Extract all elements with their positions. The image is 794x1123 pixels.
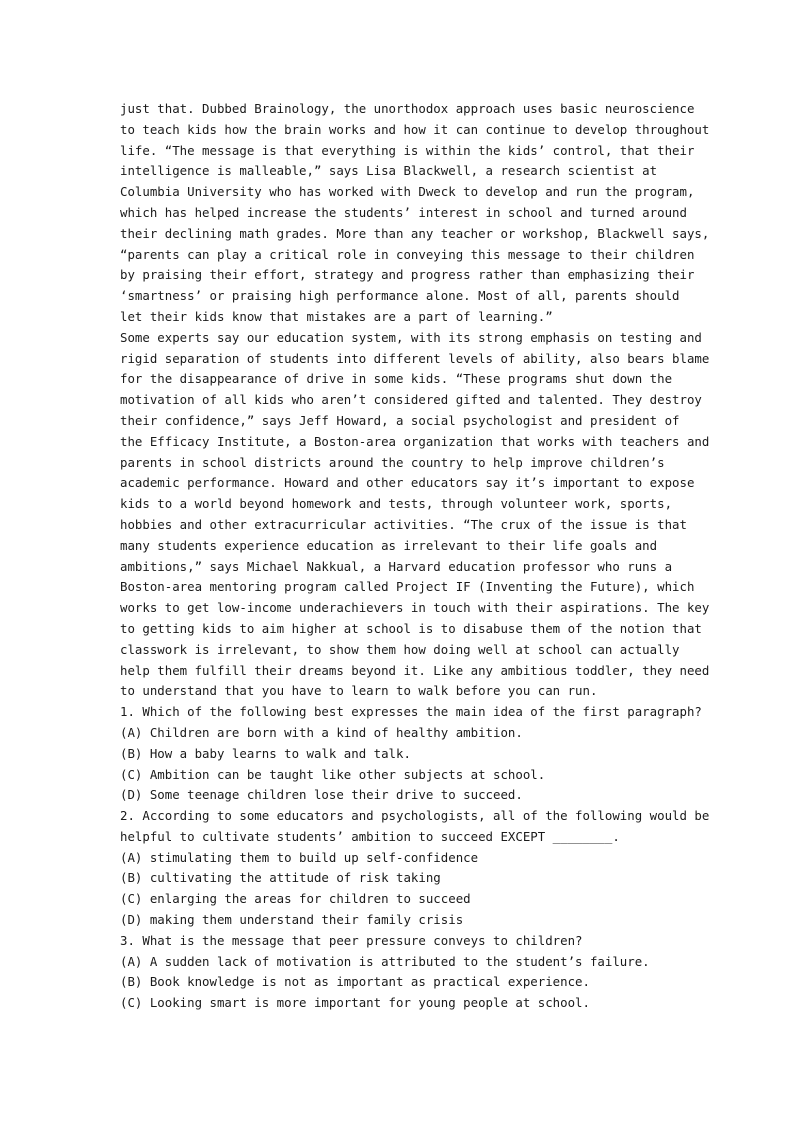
answer-option: (C) Looking smart is more important for young people at school. — [120, 995, 590, 1011]
question-stem: helpful to cultivate students’ ambition to succeed EXCEPT ________. — [120, 828, 620, 844]
answer-option: (A) A sudden lack of motivation is attributed to the student’s failure. — [120, 953, 650, 969]
answer-option: (B) How a baby learns to walk and talk. — [120, 745, 411, 761]
question-stem: 3. What is the message that peer pressure conveys to children? — [120, 932, 583, 948]
text-line: Boston-area mentoring program called Project IF (Inventing the Future), which — [120, 579, 695, 595]
text-line: just that. Dubbed Brainology, the unorthodox approach uses basic neuroscience — [120, 101, 695, 116]
text-line: kids to a world beyond homework and tests, through volunteer work, sports, — [120, 496, 673, 512]
answer-option: (C) enlarging the areas for children to succeed — [120, 891, 471, 907]
text-line: intelligence is malleable,” says Lisa Blackwell, a research scientist at — [120, 163, 658, 179]
text-line: works to get low-income underachievers in touch with their aspirations. The key — [120, 600, 710, 616]
answer-option: (B) cultivating the attitude of risk taking — [120, 870, 441, 886]
text-line: motivation of all kids who aren’t considered gifted and talented. They destroy — [120, 392, 702, 408]
text-line: ‘smartness’ or praising high performance alone. Most of all, parents should — [120, 288, 680, 304]
text-line: to teach kids how the brain works and how it can continue to develop throughout — [120, 121, 710, 137]
text-line: academic performance. Howard and other educators say it’s important to expose — [120, 475, 695, 491]
text-line: help them fulfill their dreams beyond it. Like any ambitious toddler, they need — [120, 662, 710, 678]
text-line: which has helped increase the students’ interest in school and turned around — [120, 204, 687, 220]
text-line: let their kids know that mistakes are a part of learning.” — [120, 308, 553, 324]
text-line: their confidence,” says Jeff Howard, a social psychologist and president of — [120, 412, 680, 428]
text-line: classwork is irrelevant, to show them how doing well at school can actually — [120, 641, 680, 657]
answer-option: (A) stimulating them to build up self-confidence — [120, 849, 479, 865]
answer-option: (B) Book knowledge is not as important as practical experience. — [120, 974, 590, 990]
text-line: for the disappearance of drive in some kids. “These programs shut down the — [120, 371, 673, 387]
answer-option: (C) Ambition can be taught like other subjects at school. — [120, 766, 546, 782]
question-stem: 1. Which of the following best expresses the main idea of the first paragraph? — [120, 704, 702, 720]
question-1 — [120, 702, 702, 806]
text-line: “parents can play a critical role in conveying this message to their children — [120, 246, 695, 262]
question-3 — [120, 931, 680, 1014]
paragraph-brainology — [120, 99, 710, 328]
text-line: to understand that you have to learn to walk before you can run. — [120, 683, 598, 699]
text-line: life. “The message is that everything is within the kids’ control, that their — [120, 142, 695, 158]
document-body — [120, 99, 710, 1014]
text-line: ambitions,” says Michael Nakkual, a Harvard education professor who runs a — [120, 558, 673, 574]
text-line: by praising their effort, strategy and progress rather than emphasizing their — [120, 267, 695, 283]
text-line: the Efficacy Institute, a Boston-area organization that works with teachers and — [120, 433, 710, 449]
text-line: to getting kids to aim higher at school is to disabuse them of the notion that — [120, 620, 702, 636]
text-line: rigid separation of students into different levels of ability, also bears blame — [120, 350, 710, 366]
paragraph-education-system — [120, 328, 710, 702]
text-line: Columbia University who has worked with Dweck to develop and run the program, — [120, 184, 695, 200]
text-line: hobbies and other extracurricular activities. “The crux of the issue is that — [120, 516, 687, 532]
question-2 — [120, 806, 710, 931]
text-line: Some experts say our education system, with its strong emphasis on testing and — [120, 329, 702, 345]
text-line: their declining math grades. More than any teacher or workshop, Blackwell says, — [120, 225, 710, 241]
text-line: parents in school districts around the country to help improve children’s — [120, 454, 665, 470]
answer-option: (D) Some teenage children lose their drive to succeed. — [120, 787, 523, 803]
text-line: many students experience education as irrelevant to their life goals and — [120, 537, 658, 553]
answer-option: (A) Children are born with a kind of healthy ambition. — [120, 724, 523, 740]
answer-option: (D) making them understand their family crisis — [120, 912, 464, 928]
question-stem: 2. According to some educators and psychologists, all of the following would be — [120, 808, 710, 824]
